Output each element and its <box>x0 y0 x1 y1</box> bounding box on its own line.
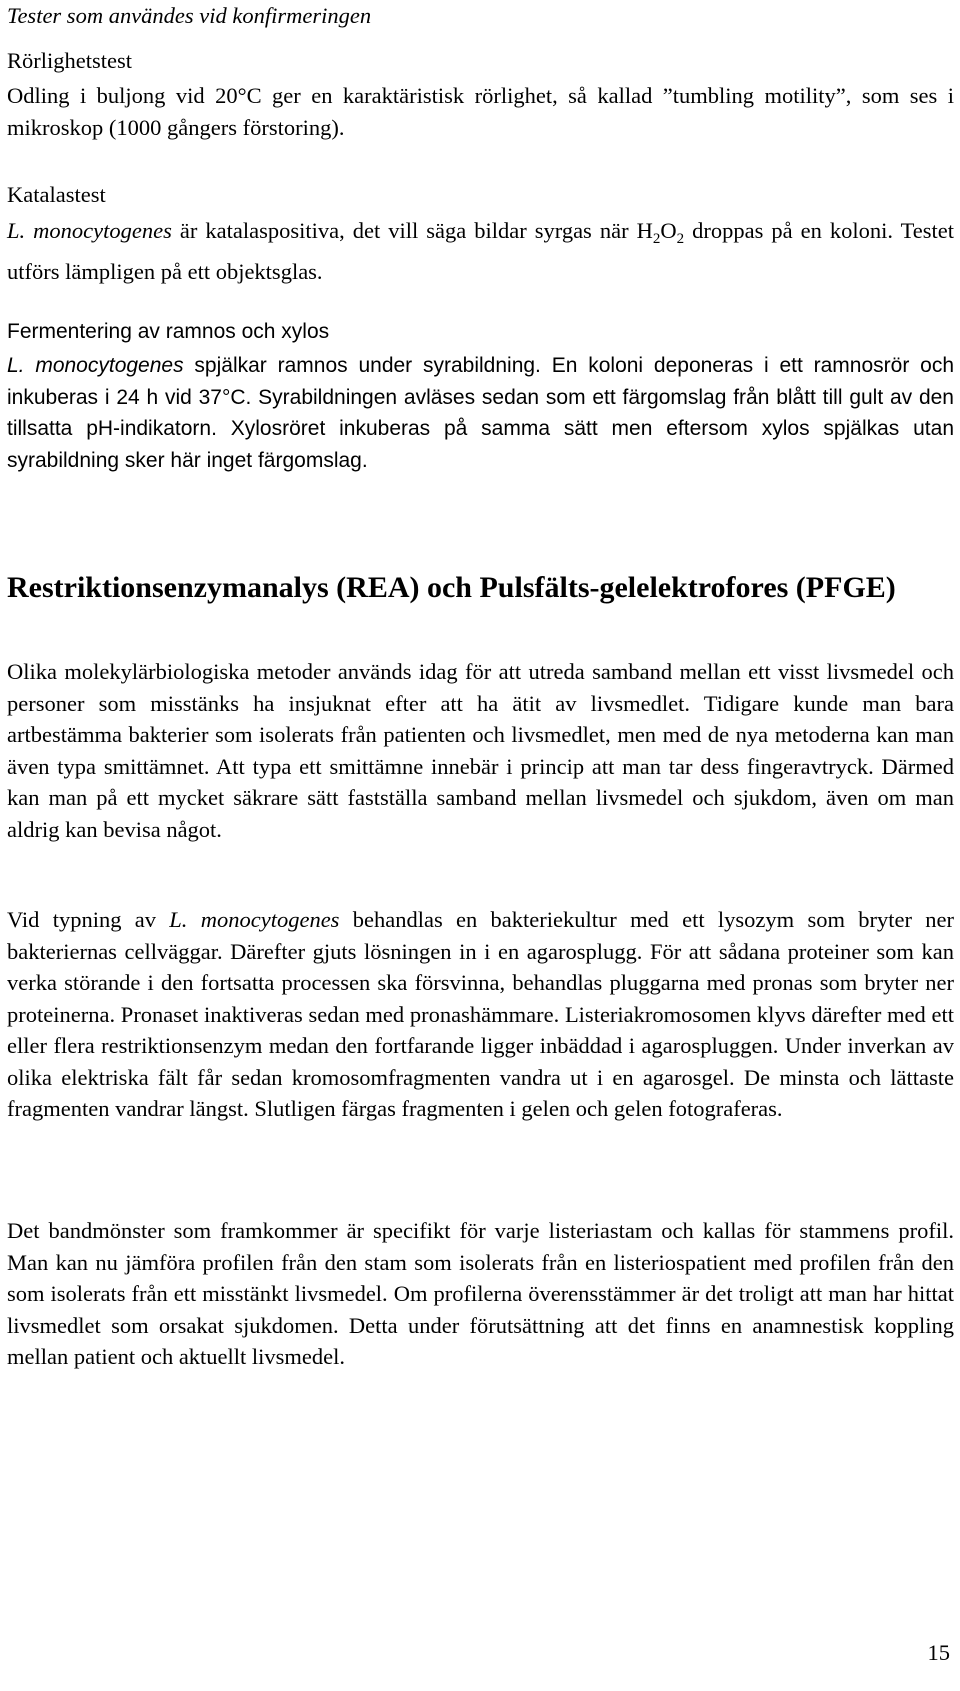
subscript-2b: 2 <box>676 231 685 247</box>
section-heading-tests <box>7 0 954 32</box>
species-name: L. monocytogenes <box>7 354 184 377</box>
paragraph-rea-2 <box>7 904 954 1125</box>
rea-p2-text-a: Vid typning av <box>7 907 170 932</box>
tests-heading-text: Tester som användes vid konfirmeringen <box>7 3 372 28</box>
catalase-text-a: är katalaspositiva, det vill säga bildar syrgas när H <box>171 218 653 243</box>
fermentation-title: Fermentering av ramnos och xylos <box>7 320 330 343</box>
subheading-motility <box>7 45 954 77</box>
paragraph-motility: Odling i buljong vid 20°C ger en karaktäristisk rörlighet, så kallad ”tumbling motility”, som ses i mikroskop (1000 gångers förstoring). <box>7 83 954 140</box>
paragraph-catalase <box>7 215 954 287</box>
species-name: L. monocytogenes <box>169 907 340 932</box>
catalase-text-c: droppas på en koloni. Testet utförs lämpligen på ett objektsglas. <box>7 218 954 284</box>
paragraph-fermentation <box>7 350 954 476</box>
rea-p2-text-b: behandlas en bakteriekultur med ett lysozym som bryter ner bakteriernas cellväggar. Därefter gjuts lösningen in i en agarosplugg. För att sådana proteiner som kan verka störande i den fortsatta processen ska försvinna, behandlas pluggarna med pronas som bryter ner proteinerna. Pronaset inaktiveras sedan med pronashämmare. Listeriakromosomen klyvs därefter med ett eller flera restriktionsenzym medan den fortfarande ligger inbäddad i agarospluggen. Under inverkan av olika elektriska fält får sedan kromosomfragmenten vandra ut i en agarosgel. De minsta och lättaste fragmenten vandrar längst. Slutligen färgas fragmenten i gelen och gelen fotograferas. <box>7 907 955 1121</box>
paragraph-rea-3: Det bandmönster som framkommer är specifikt för varje listeriastam och kallas för stammens profil. Man kan nu jämföra profilen från den stam som isolerats från en listeriospatient med profilen från den som isolerats från ett misstänkt livsmedel. Om profilerna överensstämmer är det troligt att man har hittat livsmedlet som orsakat sjukdomen. Detta under förutsättning att det finns en anamnestisk koppling mellan patient och aktuellt livsmedel. <box>7 1218 954 1369</box>
species-name: L. monocytogenes <box>7 218 172 243</box>
paragraph-rea-1: Olika molekylärbiologiska metoder används idag för att utreda samband mellan ett visst livsmedel och personer som misstänks ha insjuknat efter att ha ätit av livsmedlet. Tidigare kunde man bara artbestämma bakterier som isolerats från patienten och livsmedlet, men med de nya metoderna kan man även typa smittämnet. Att typa ett smittämne innebär i princip att man tar dess fingeravtryck. Därmed kan man på ett mycket säkrare sätt fastställa samband mellan livsmedel och sjukdom, även om man aldrig kan bevisa något. <box>7 659 954 842</box>
subheading-catalase <box>7 179 954 211</box>
subheading-fermentation <box>7 316 954 348</box>
catalase-text-b: O <box>660 218 677 243</box>
subscript-2: 2 <box>652 231 661 247</box>
section-heading-rea-pfge: Restriktionsenzymanalys (REA) och Pulsfälts-gelelektrofores (PFGE) <box>7 571 896 604</box>
motility-title: Rörlighetstest <box>7 48 132 73</box>
page-number: 15 <box>927 1640 950 1665</box>
catalase-title: Katalastest <box>7 182 106 207</box>
fermentation-text: spjälkar ramnos under syrabildning. En koloni deponeras i ett ramnosrör och inkuberas i 24 h vid 37°C. Syrabildningen avläses sedan som ett färgomslag från blått till gult av den tillsatta pH-indikatorn. Xylosröret inkuberas på samma sätt men eftersom xylos spjälkas utan syrabildning sker här inget färgomslag. <box>7 354 955 472</box>
